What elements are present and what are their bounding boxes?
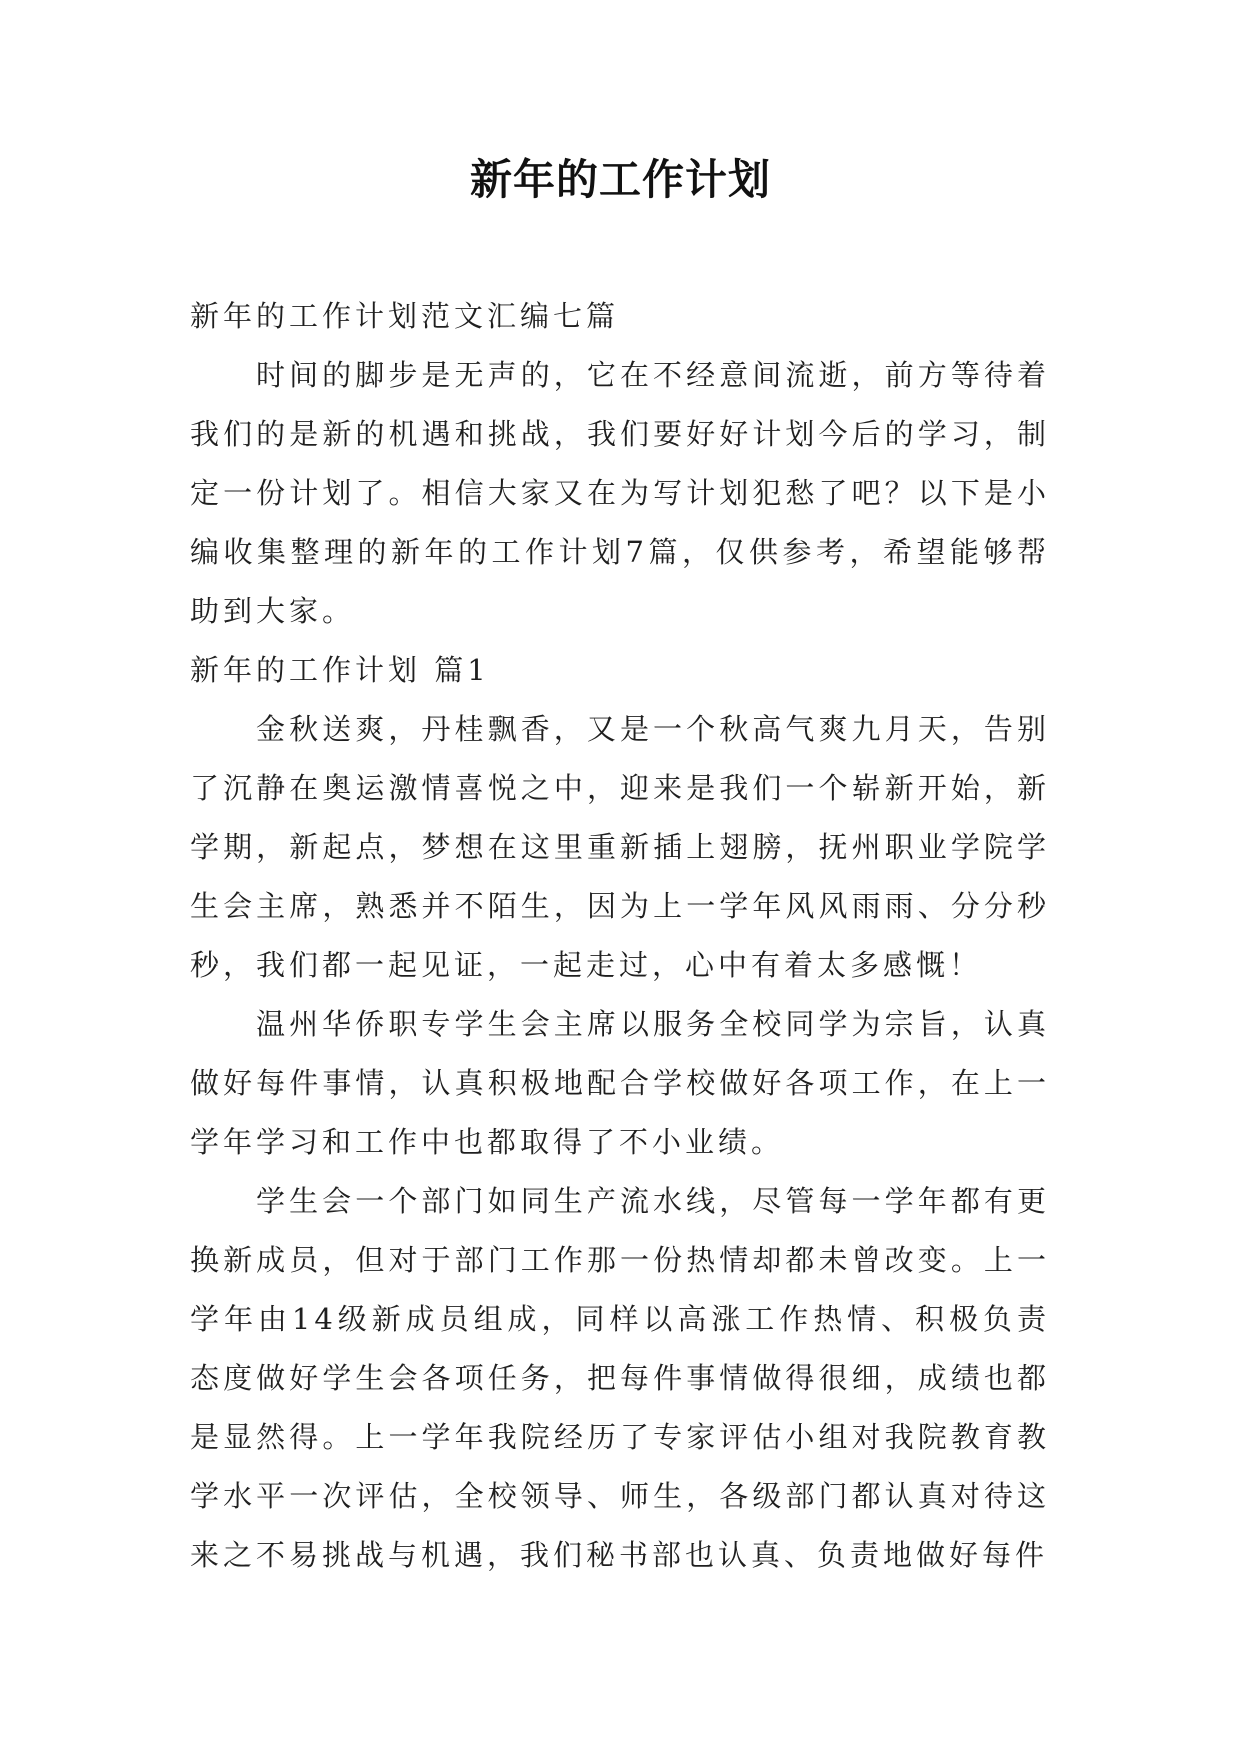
document-title: 新年的工作计划 (469, 155, 771, 204)
section-heading: 新年的工作计划范文汇编七篇 (190, 299, 620, 333)
body-paragraph: 温州华侨职专学生会主席以服务全校同学为宗旨，认真做好每件事情，认真积极地配合学校做好各项工作，在上一学年学习和工作中也都取得了不小业绩。 (190, 1007, 1050, 1159)
section-heading: 新年的工作计划 篇1 (190, 653, 490, 687)
body-paragraph: 学生会一个部门如同生产流水线，尽管每一学年都有更换新成员，但对于部门工作那一份热情却都未曾改变。上一学年由14级新成员组成，同样以高涨工作热情、积极负责态度做好学生会各项任务，把每件事情做得很细，成绩也都是显然得。上一学年我院经历了专家评估小组对我院教育教学水平一次评估，全校领导、师生，各级部门都认真对待这来之不易挑战与机遇，我们秘书部也认真、负责地做好每件 (190, 1184, 1050, 1572)
document-body (190, 287, 1050, 1585)
body-paragraph: 时间的脚步是无声的，它在不经意间流逝，前方等待着我们的是新的机遇和挑战，我们要好好计划今后的学习，制定一份计划了。相信大家又在为写计划犯愁了吧？以下是小编收集整理的新年的工作计划7篇，仅供参考，希望能够帮助到大家。 (190, 358, 1050, 628)
body-paragraph: 金秋送爽，丹桂飘香，又是一个秋高气爽九月天，告别了沉静在奥运激情喜悦之中，迎来是我们一个崭新开始，新学期，新起点，梦想在这里重新插上翅膀，抚州职业学院学生会主席，熟悉并不陌生，因为上一学年风风雨雨、分分秒秒，我们都一起见证，一起走过，心中有着太多感慨！ (190, 712, 1050, 982)
